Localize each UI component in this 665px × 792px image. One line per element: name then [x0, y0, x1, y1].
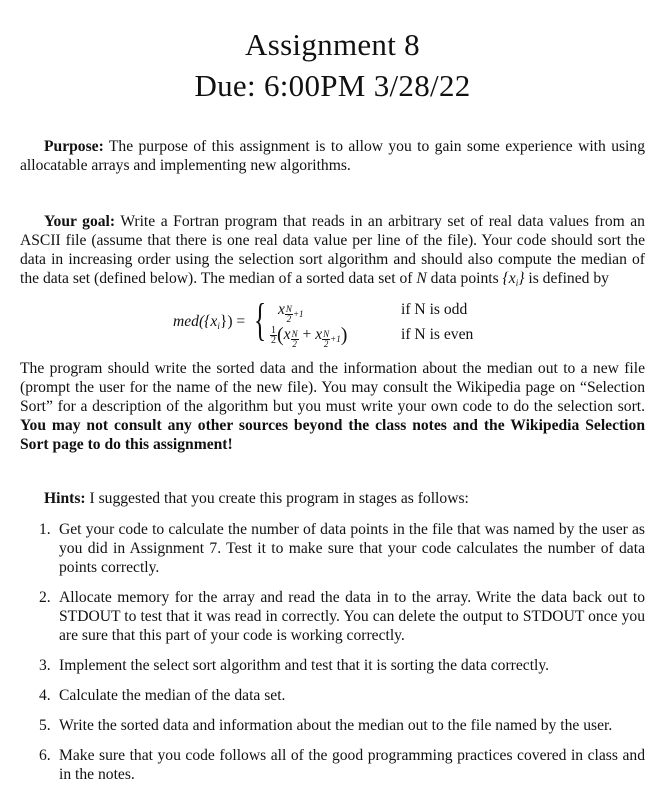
purpose-paragraph — [20, 137, 645, 175]
list-item: 1. Get your code to calculate the number of data points in the file that was named by the user as you did in Assignment 7. Test it to make sure that your code calculates the number of data points correctly. — [39, 521, 645, 576]
list-item: 2. Allocate memory for the array and read the data in to the array. Write the data back out to STDOUT to test that it was read in correctly. You can delete the output to STDOUT once you are sure that this part of your code is working correctly. — [39, 589, 645, 644]
document-page — [20, 20, 645, 792]
goal-text-2: data points — [426, 270, 503, 287]
goal-text-1: Write a Fortran program that reads in an arbitrary set of real data values from an ASCII file (assume that there is one real data value per line of the file). Your code should sort the data in increasing order using the selection sort algorithm and should also compute the median of the data set (defined below). The median of a sorted data set of — [20, 213, 645, 287]
equation-brace: { — [254, 294, 267, 345]
program-description-paragraph — [20, 359, 645, 454]
list-item: 3. Implement the select sort algorithm and test that it is sorting the data correctly. — [39, 657, 550, 674]
equation-case-even: $\frac{1}{2}$ (x $_{\frac{N}{2}}$ + x $_{\frac{N}{2} +1}$) — [271, 324, 348, 349]
goal-set-close: } — [518, 270, 525, 287]
equation-condition-odd: if N is odd — [401, 301, 468, 318]
list-item: 5. Write the sorted data and information about the median out to the file named by the user. — [39, 717, 613, 734]
goal-n-symbol: N — [416, 270, 427, 287]
goal-label: Your goal: — [44, 213, 116, 230]
hints-list — [20, 520, 645, 784]
list-item: 6. Make sure that you code follows all of the good programming practices covered in class and in the notes. — [39, 747, 645, 783]
purpose-label: Purpose: — [44, 138, 104, 155]
hints-label: Hints: — [44, 490, 86, 507]
list-item: 4. Calculate the median of the data set. — [39, 687, 286, 704]
goal-text-3: is defined by — [524, 270, 609, 287]
hints-text: I suggested that you create this program in stages as follows: — [85, 490, 469, 507]
purpose-text: The purpose of this assignment is to allow you to gain some experience with using allocatable arrays and implementing new algorithms. — [20, 138, 645, 174]
equation-case-odd: x $_{\frac{N}{2} +1}$ — [278, 301, 304, 324]
goal-set-sub: i — [515, 278, 519, 288]
assignment-title: Assignment 8 — [245, 27, 420, 62]
goal-paragraph — [20, 212, 645, 293]
program-description-text: The program should write the sorted data and the information about the median out to a new file (prompt the user for the name of the new file). You may consult the Wikipedia page on “Selection Sort” for a description of the algorithm but you must write your own code to do the selection sort. — [20, 360, 645, 415]
sources-warning: You may not consult any other sources beyond the class notes and the Wikipedia Selection Sort page to do this assignment! — [20, 417, 645, 453]
median-equation — [20, 294, 645, 351]
hints-paragraph — [20, 489, 645, 508]
goal-set-open: {x — [502, 270, 516, 287]
equation-condition-even: if N is even — [401, 326, 474, 343]
due-date-title: Due: 6:00PM 3/28/22 — [194, 68, 471, 103]
equation-lhs: $med(\{x_i\})$ = — [173, 313, 246, 331]
